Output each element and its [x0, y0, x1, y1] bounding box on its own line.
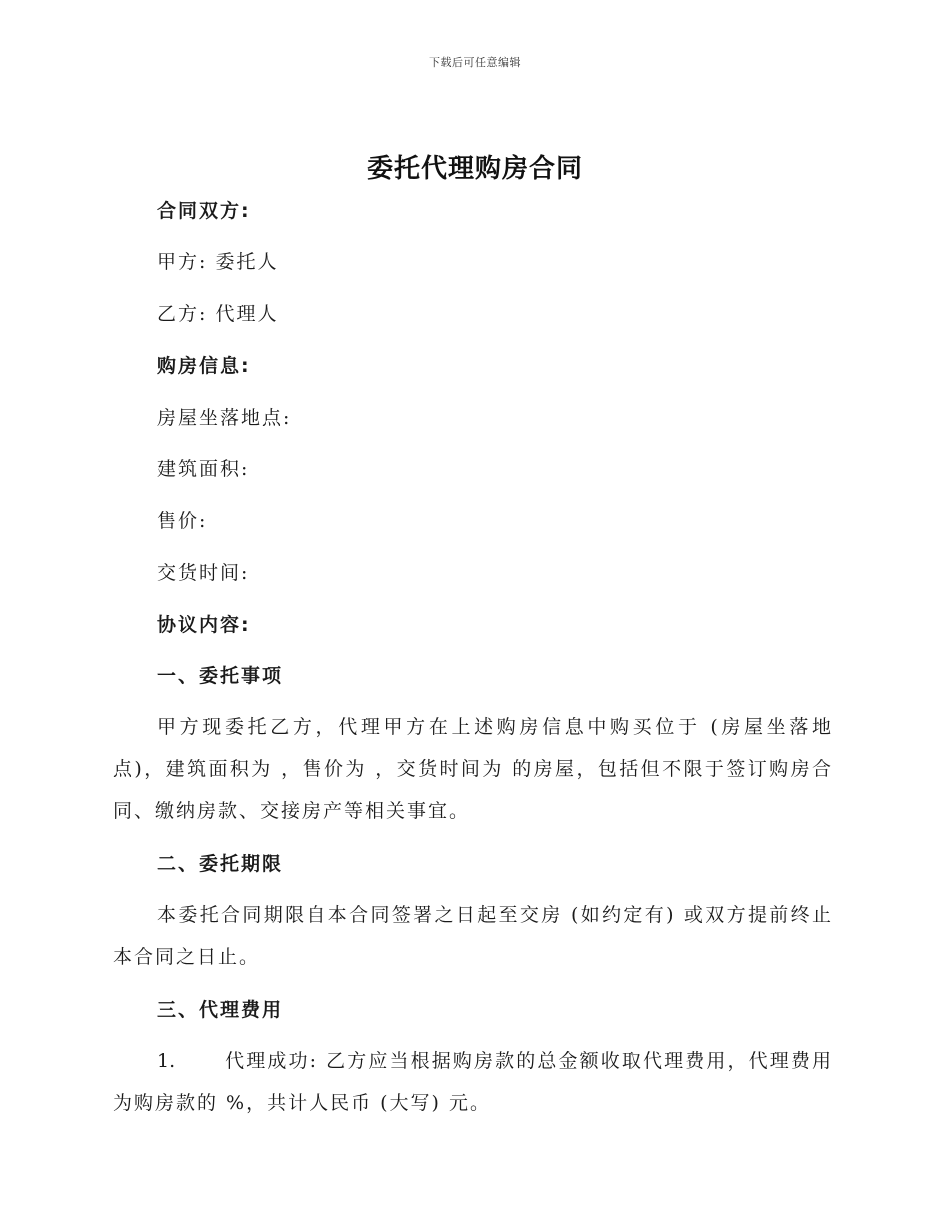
party-a: 甲方: 委托人	[157, 251, 279, 273]
item-number: 1.	[157, 1050, 176, 1072]
price-field: 售价:	[157, 510, 208, 532]
section-3-item-1	[113, 1040, 833, 1124]
delivery-time-field: 交货时间:	[157, 562, 250, 584]
house-location-field: 房屋坐落地点:	[157, 407, 292, 429]
agreement-heading: 协议内容:	[157, 614, 251, 636]
parties-heading: 合同双方:	[157, 200, 251, 222]
section-2-heading: 二、委托期限	[157, 853, 284, 875]
section-1-body: 甲方现委托乙方，代理甲方在上述购房信息中购买位于 (房屋坐落地点)，建筑面积为 ，售价为 ，交货时间为 的房屋，包括但不限于签订购房合同、缴纳房款、交接房产等相关事宜。	[113, 716, 833, 822]
header-note: 下载后可任意编辑	[429, 56, 521, 69]
building-area-field: 建筑面积:	[157, 458, 250, 480]
section-2-body: 本委托合同期限自本合同签署之日起至交房 (如约定有) 或双方提前终止本合同之日止。	[113, 904, 833, 968]
info-heading: 购房信息:	[157, 355, 251, 377]
party-b: 乙方: 代理人	[157, 303, 279, 325]
item-body: 代理成功: 乙方应当根据购房款的总金额收取代理费用，代理费用为购房款的 %，共计人民币 (大写) 元。	[113, 1050, 833, 1114]
section-3-heading: 三、代理费用	[157, 999, 284, 1021]
section-1-heading: 一、委托事项	[157, 665, 284, 687]
document-title: 委托代理购房合同	[366, 154, 583, 184]
